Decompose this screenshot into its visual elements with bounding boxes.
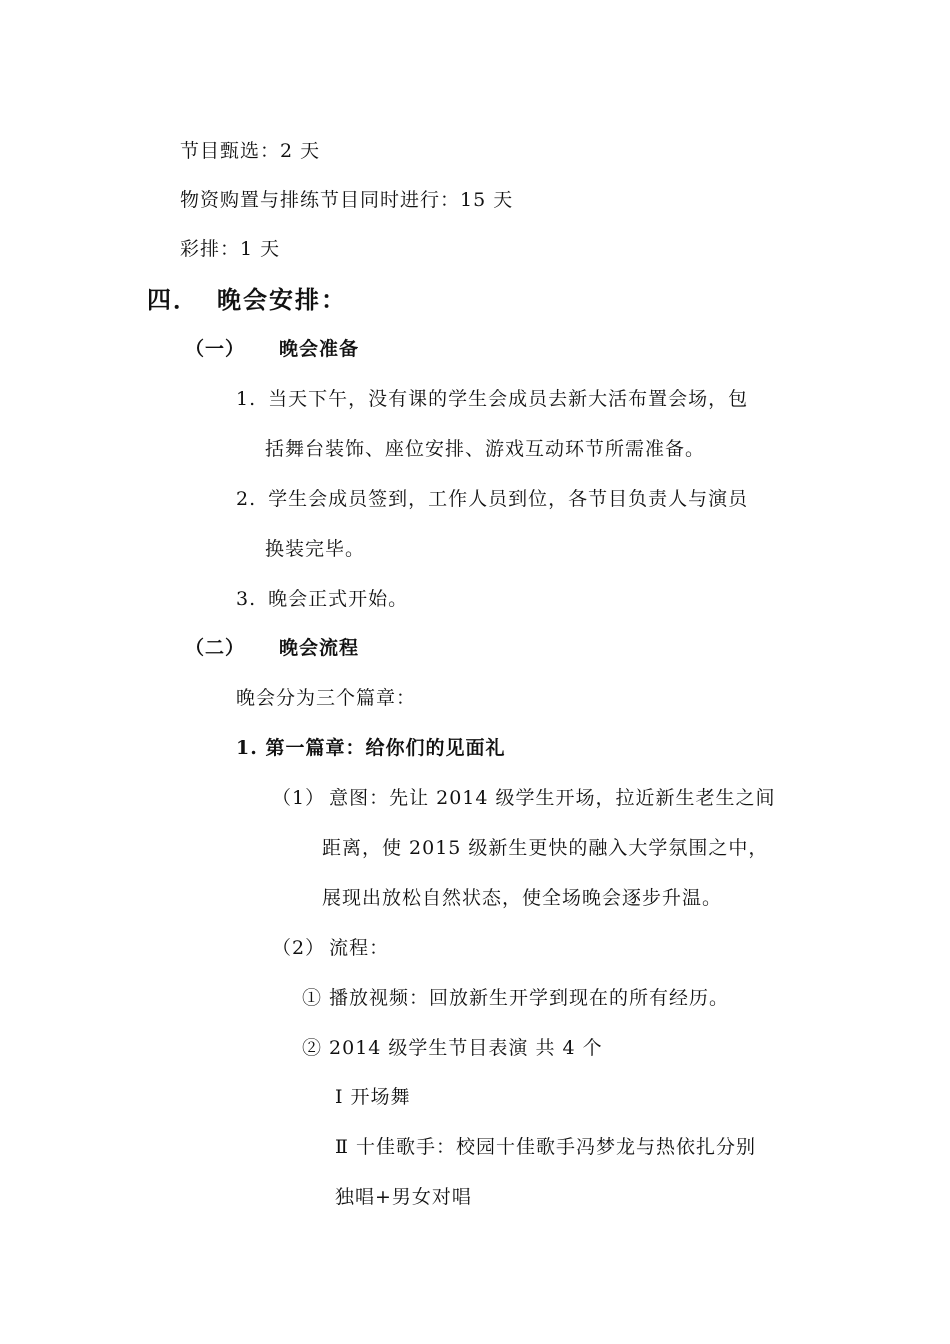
subsection-title: 晚会流程 — [279, 637, 360, 659]
section-title: 晚会安排： — [217, 285, 347, 314]
flow-point-2 — [272, 936, 389, 960]
program-item-2-cont: 独唱+男女对唱 — [335, 1186, 472, 1208]
flow-intro: 晚会分为三个篇章： — [236, 687, 417, 709]
item-text: 当天下午，没有课的学生会成员去新大活布置会场，包 — [268, 388, 749, 410]
prep-item-2-cont: 换装完毕。 — [265, 538, 366, 560]
item-text: 晚会正式开始。 — [268, 588, 409, 610]
flow-point-1-cont-1: 距离，使 2015 级新生更快的融入大学氛围之中， — [322, 837, 769, 859]
point-number: （1） — [272, 787, 326, 809]
prep-item-3 — [236, 587, 408, 611]
program-item-1: Ⅰ 开场舞 — [335, 1086, 411, 1108]
flow-step-2: ② 2014 级学生节目表演 共 4 个 — [302, 1037, 603, 1059]
schedule-line-selection: 节目甄选：2 天 — [180, 140, 321, 162]
item-number: 2. — [236, 488, 257, 510]
item-text: 学生会成员签到，工作人员到位，各节目负责人与演员 — [268, 488, 749, 510]
prep-item-1-cont: 括舞台装饰、座位安排、游戏互动环节所需准备。 — [265, 438, 706, 460]
subsection-number: （一） — [185, 338, 246, 360]
schedule-line-rehearsal: 彩排：1 天 — [180, 238, 281, 260]
flow-point-1 — [272, 786, 776, 810]
point-text: 意图：先让 2014 级学生开场，拉近新生老生之间 — [329, 787, 776, 809]
flow-step-1: ① 播放视频：回放新生开学到现在的所有经历。 — [302, 987, 730, 1009]
program-item-2: Ⅱ 十佳歌手：校园十佳歌手冯梦龙与热依扎分别 — [335, 1136, 756, 1158]
point-number: （2） — [272, 937, 326, 959]
prep-item-2 — [236, 487, 748, 511]
chapter-1-heading: 1. 第一篇章：给你们的见面礼 — [236, 737, 506, 759]
section-number: 四． — [147, 285, 199, 314]
section-heading — [147, 285, 347, 315]
subsection-heading-flow — [185, 636, 359, 660]
prep-item-1 — [236, 387, 748, 411]
flow-point-1-cont-2: 展现出放松自然状态，使全场晚会逐步升温。 — [322, 887, 723, 909]
subsection-title: 晚会准备 — [279, 338, 360, 360]
item-number: 1. — [236, 388, 257, 410]
point-text: 流程： — [329, 937, 390, 959]
subsection-heading-prep — [185, 337, 359, 361]
schedule-line-purchase: 物资购置与排练节目同时进行：15 天 — [180, 189, 514, 211]
item-number: 3. — [236, 588, 257, 610]
subsection-number: （二） — [185, 637, 246, 659]
